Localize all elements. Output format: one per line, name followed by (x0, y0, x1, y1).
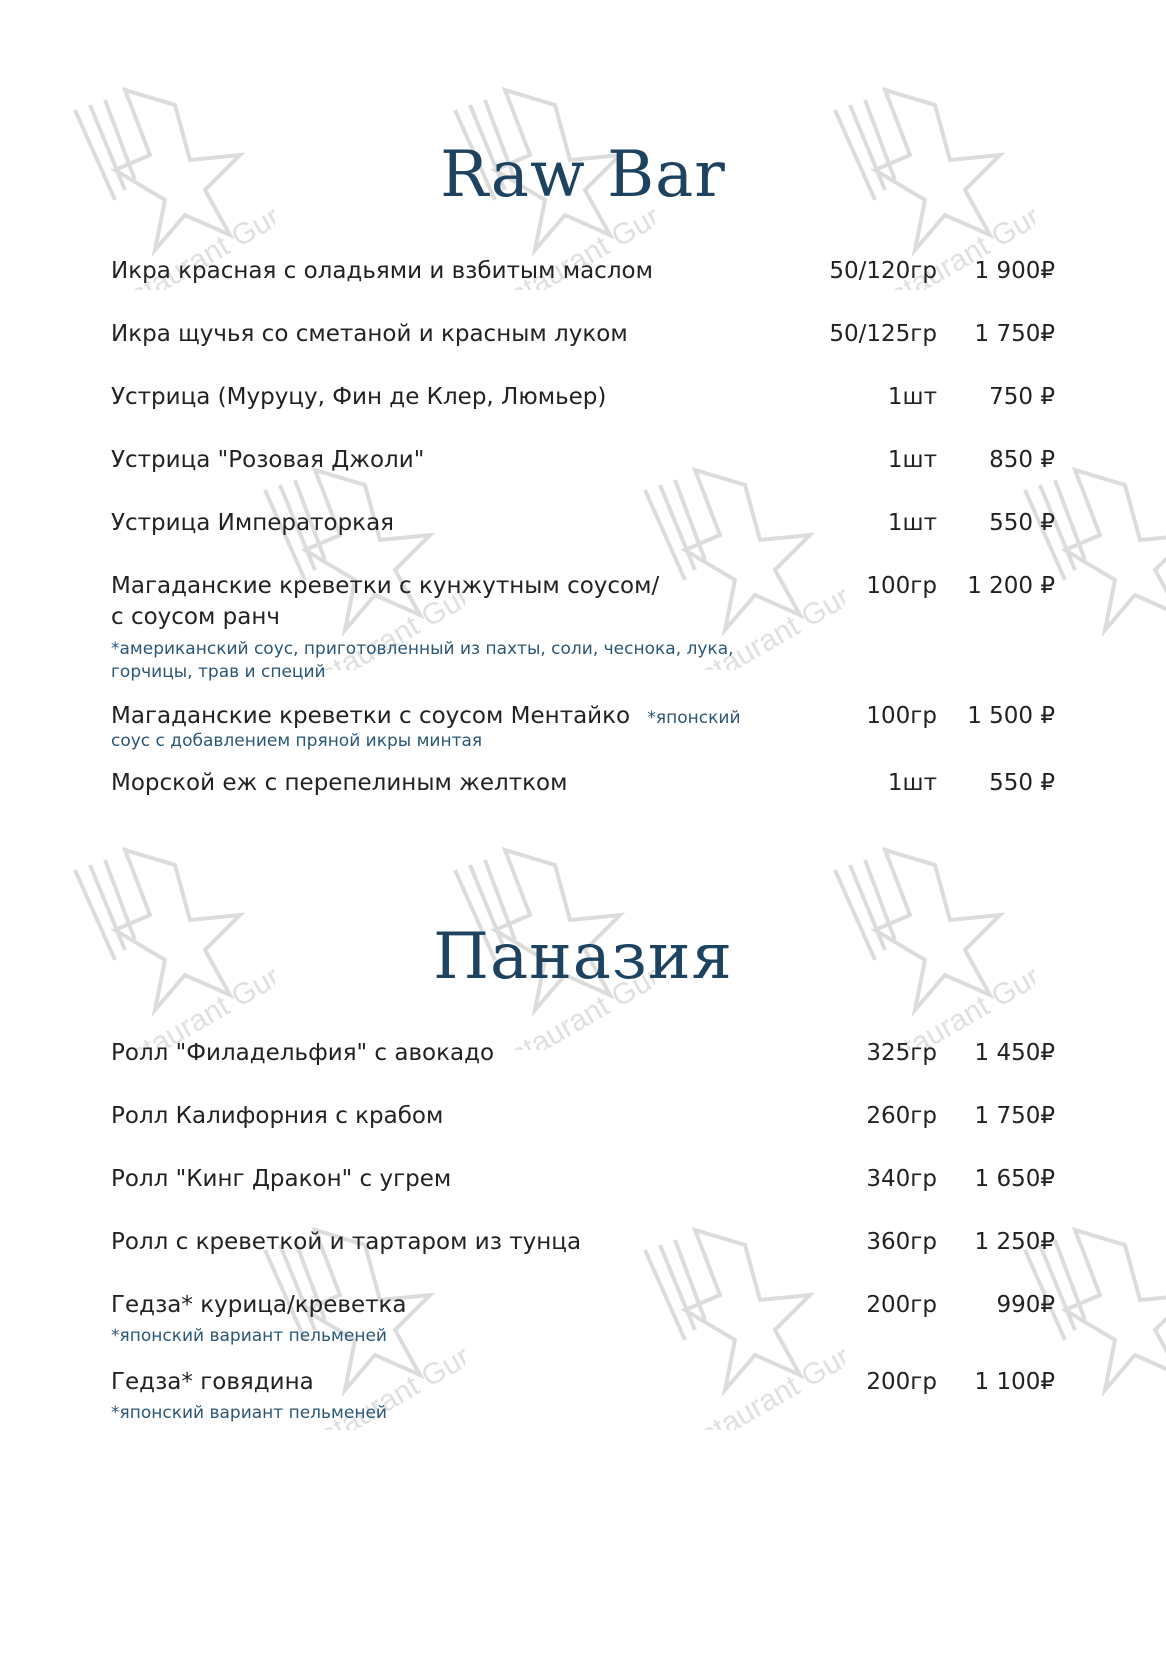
item-weight: 360гр (866, 1229, 937, 1255)
svg-text:Restaurant Guru: Restaurant Guru (281, 1331, 465, 1430)
item-price: 1 750₽ (974, 1103, 1055, 1129)
svg-text:Restaurant Guru: Restaurant Guru (661, 571, 845, 670)
item-price: 1 900₽ (974, 258, 1055, 284)
svg-text:Restaurant Guru: Restaurant Guru (471, 191, 655, 290)
item-price: 550 ₽ (989, 510, 1055, 536)
item-name-text: Магаданские креветки с соусом Ментайко (111, 703, 631, 729)
item-price: 1 450₽ (974, 1040, 1055, 1066)
item-name: Гедза* курица/креветка (111, 1292, 407, 1318)
section-title-panasia: Паназия (433, 920, 733, 994)
item-weight: 325гр (866, 1040, 937, 1066)
item-name: Ролл с креветкой и тартаром из тунца (111, 1229, 582, 1255)
svg-text:Restaurant Guru: Restaurant Guru (851, 951, 1035, 1050)
item-name: Ролл "Кинг Дракон" с угрем (111, 1166, 452, 1192)
item-note: *американский соус, приготовленный из пахты, соли, чеснока, лука, горчицы, трав и специй (111, 639, 734, 682)
item-price: 1 200 ₽ (967, 573, 1055, 599)
svg-text:Restaurant Guru: Restaurant Guru (281, 571, 465, 670)
item-weight: 200гр (866, 1292, 937, 1318)
item-name: Устрица (Муруцу, Фин де Клер, Люмьер) (111, 384, 607, 410)
item-name: Икра щучья со сметаной и красным луком (111, 321, 628, 347)
item-price: 550 ₽ (989, 770, 1055, 796)
item-price: 990₽ (996, 1292, 1055, 1318)
item-weight: 50/120гр (829, 258, 937, 284)
item-weight: 260гр (866, 1103, 937, 1129)
item-name (111, 701, 751, 732)
svg-text:Restaurant Guru: Restaurant Guru (91, 191, 275, 290)
item-name: Гедза* говядина (111, 1369, 314, 1395)
item-price: 1 250₽ (974, 1229, 1055, 1255)
item-weight: 100гр (866, 703, 937, 729)
item-name: Устрица "Розовая Джоли" (111, 447, 425, 473)
svg-text:Restaurant Guru: Restaurant Guru (851, 191, 1035, 290)
item-weight: 200гр (866, 1369, 937, 1395)
item-price: 1 100₽ (974, 1369, 1055, 1395)
item-name-line: с соусом ранч (111, 604, 280, 630)
item-name: Устрица Императоркая (111, 510, 394, 536)
item-name (111, 571, 751, 633)
item-price: 1 750₽ (974, 321, 1055, 347)
item-weight: 100гр (866, 573, 937, 599)
item-name: Морской еж с перепелиным желтком (111, 770, 568, 796)
item-name: Ролл "Филадельфия" с авокадо (111, 1040, 495, 1066)
item-price: 850 ₽ (989, 447, 1055, 473)
svg-text:Restaurant Guru: Restaurant Guru (471, 951, 655, 1050)
item-note: *японский вариант пельменей (111, 1403, 387, 1423)
item-weight: 1шт (887, 384, 937, 410)
item-name-line: Магаданские креветки с кунжутным соусом/ (111, 573, 660, 599)
item-note: *японский (647, 708, 741, 728)
item-note: соус с добавлением пряной икры минтая (111, 731, 483, 751)
svg-text:Restaurant Guru: Restaurant Guru (661, 1331, 845, 1430)
item-price: 1 650₽ (974, 1166, 1055, 1192)
section-title-raw-bar: Raw Bar (440, 138, 726, 212)
item-weight: 1шт (887, 770, 937, 796)
item-weight: 50/125гр (829, 321, 937, 347)
item-name: Ролл Калифорния с крабом (111, 1103, 444, 1129)
item-price: 1 500 ₽ (967, 703, 1055, 729)
svg-text:Restaurant Guru: Restaurant Guru (91, 951, 275, 1050)
item-weight: 340гр (866, 1166, 937, 1192)
item-weight: 1шт (887, 447, 937, 473)
item-note: *японский вариант пельменей (111, 1326, 387, 1346)
item-weight: 1шт (887, 510, 937, 536)
item-name: Икра красная с оладьями и взбитым маслом (111, 258, 653, 284)
item-price: 750 ₽ (989, 384, 1055, 410)
